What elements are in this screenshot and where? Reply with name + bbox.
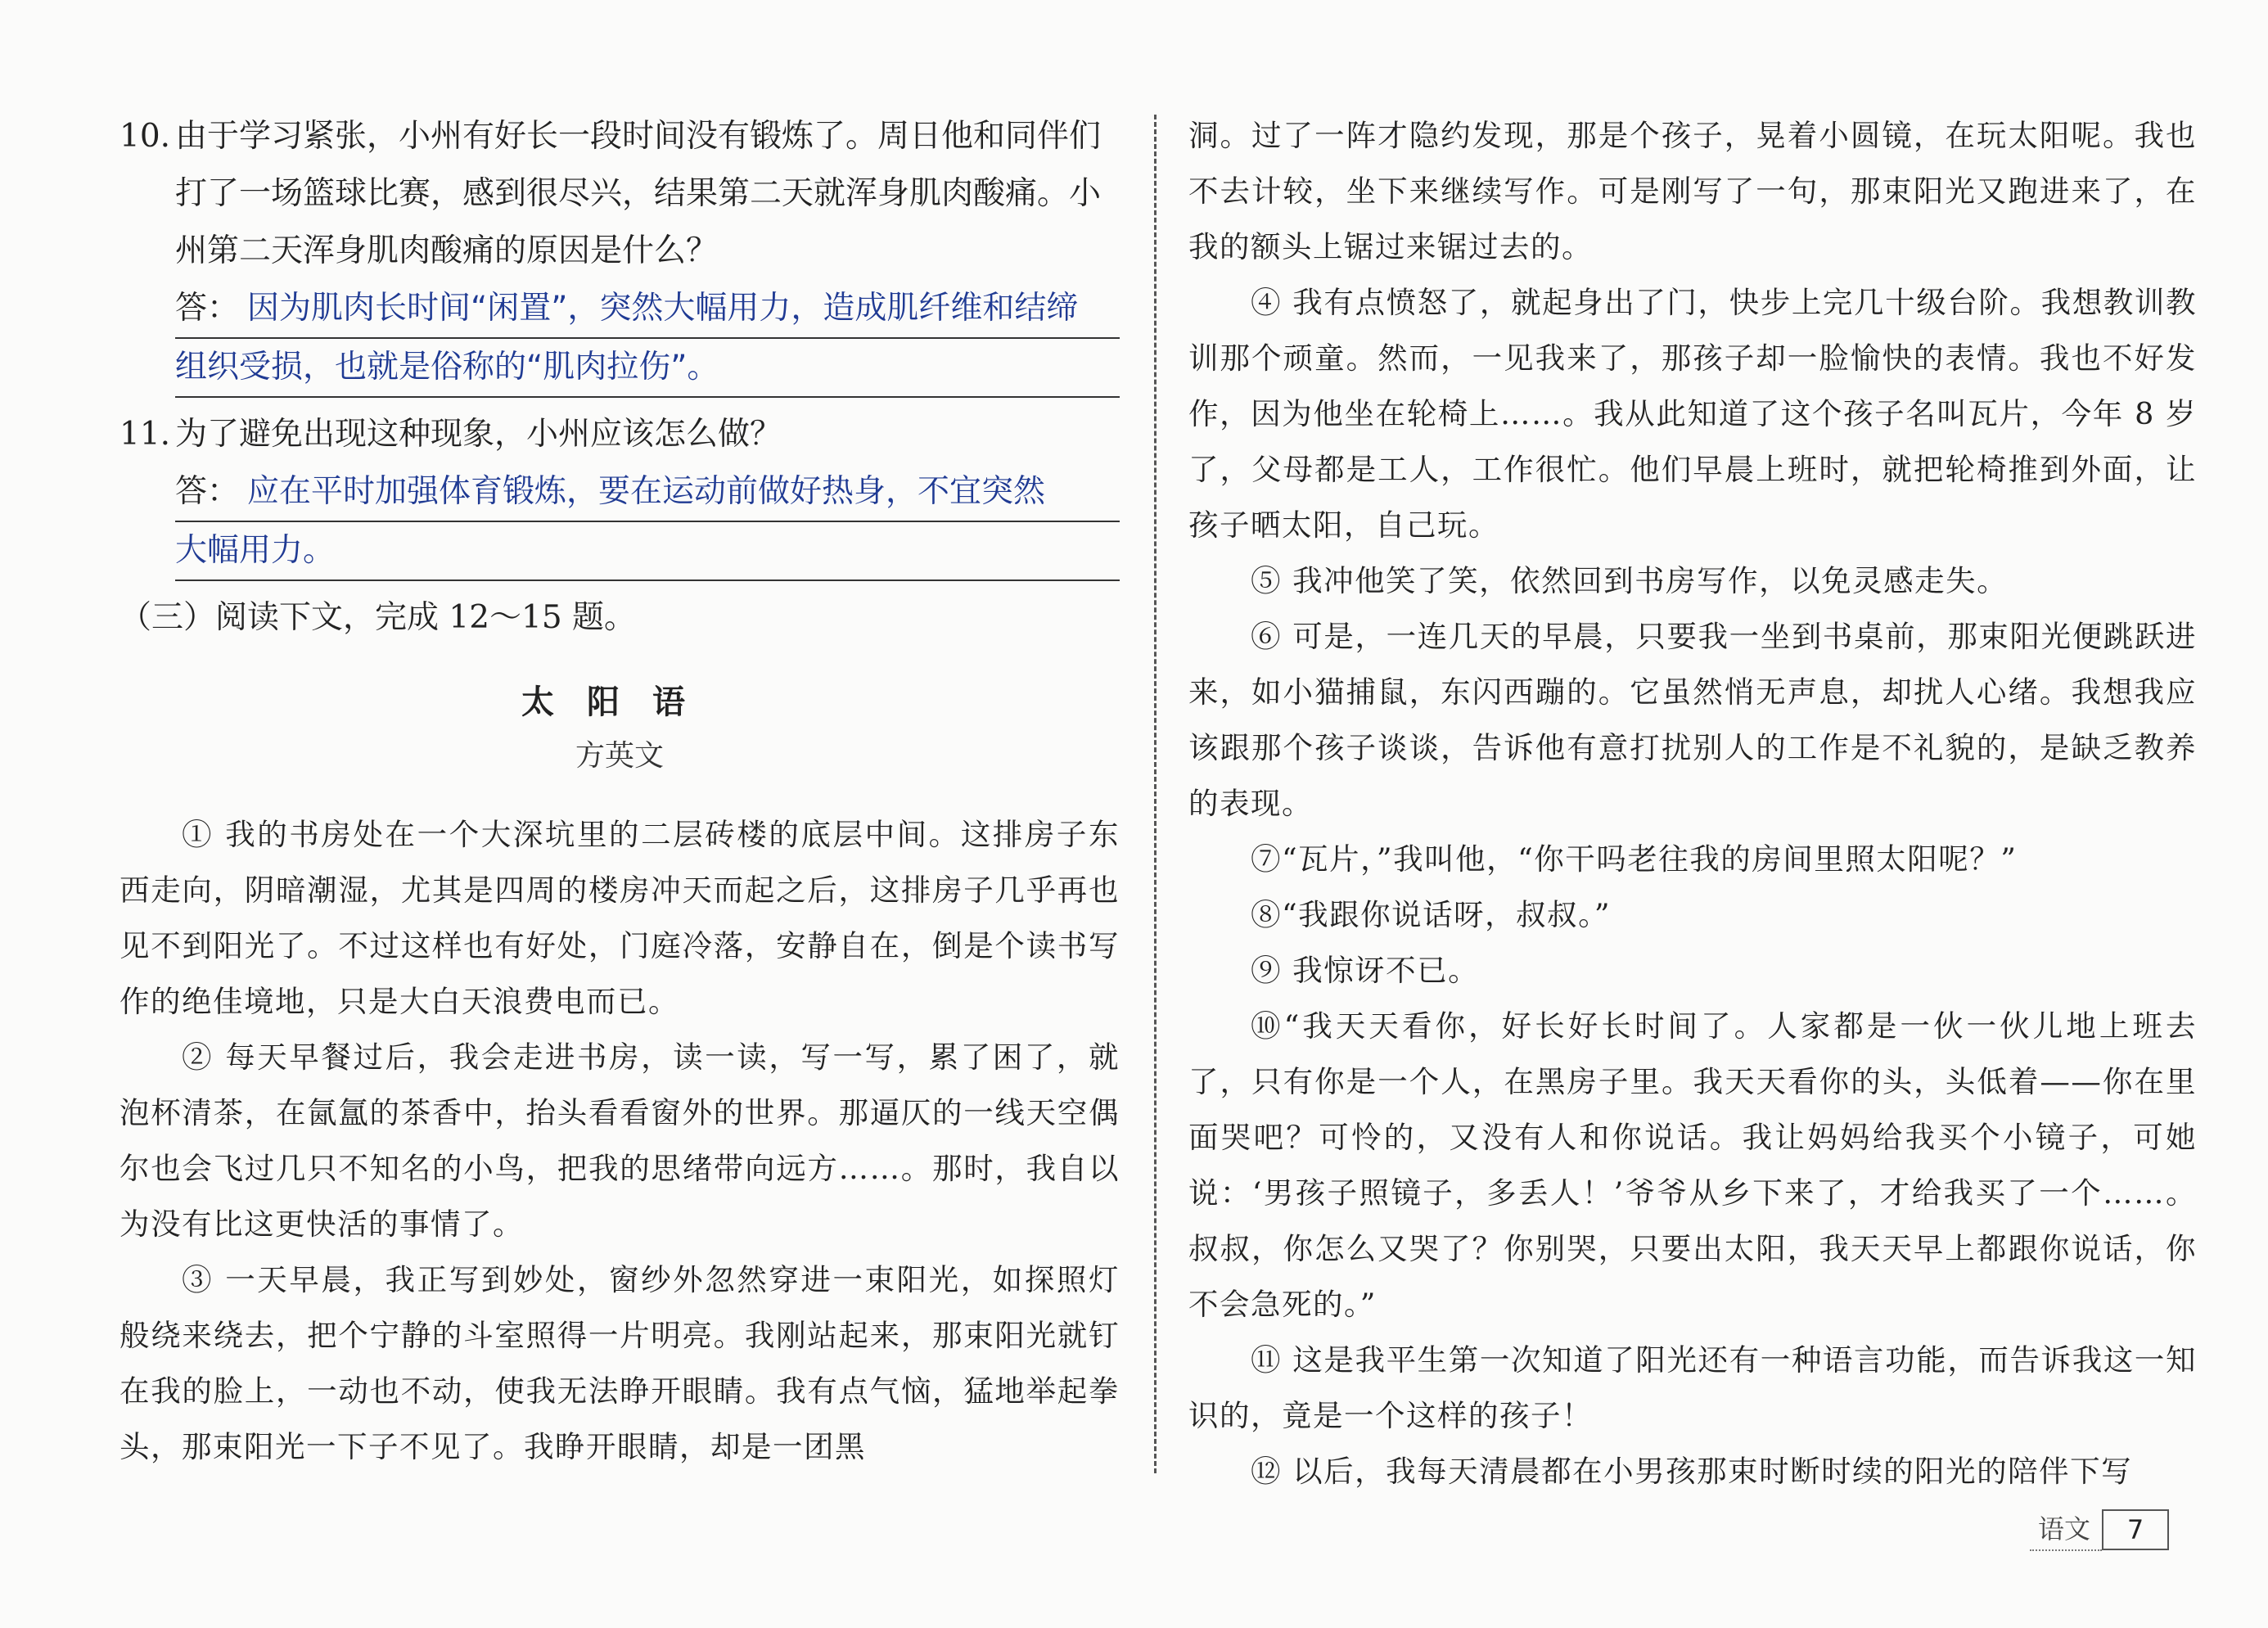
article-paragraph: ③ 一天早晨，我正写到妙处，窗纱外忽然穿进一束阳光，如探照灯般绕来绕去，把个宁静的斗室照得一片明亮。我刚站起来，那束阳光就钉在我的脸上，一动也不动，使我无法睁开眼睛。我有点气恼，猛地举起拳头，那束阳光一下子不见了。我睁开眼睛，却是一团黑 [119, 1262, 1120, 1464]
page-number: 7 [2102, 1509, 2169, 1550]
article-paragraph: ⑩“我天天看你，好长好长时间了。人家都是一伙一伙儿地上班去了，只有你是一个人，在黑房子里。我天天看你的头，头低着——你在里面哭吧？可怜的，又没有人和你说话。我让妈妈给我买个小镜子，可她说：‘男孩子照镜子，多丢人！’爷爷从乡下来了，才给我买了一个……。叔叔，你怎么又哭了？你别哭，只要出太阳，我天天早上都跟你说话，你不会急死的。” [1188, 1008, 2197, 1322]
question-11 [119, 406, 1120, 463]
question-text: 为了避免出现这种现象，小州应该怎么做？ [175, 416, 782, 453]
article-paragraph: ⑪ 这是我平生第一次知道了阳光还有一种语言功能，而告诉我这一知识的，竟是一个这样的孩子！ [1188, 1342, 2197, 1433]
article-paragraph: ④ 我有点愤怒了，就起身出了门，快步上完几十级台阶。我想教训教训那个顽童。然而，一见我来了，那孩子却一脸愉快的表情。我也不好发作，因为他坐在轮椅上……。我从此知道了这个孩子名叫瓦片，今年 8 岁了，父母都是工人，工作很忙。他们早晨上班时，就把轮椅推到外面，让孩子晒太阳，自己玩。 [1188, 285, 2197, 543]
answer-line: 大幅用力。 [175, 522, 1120, 581]
article-paragraph-continued: 洞。过了一阵才隐约发现，那是个孩子，晃着小圆镜，在玩太阳呢。我也不去计较，坐下来继续写作。可是刚写了一句，那束阳光又跑进来了，在我的额头上锯过来锯过去的。 [1188, 118, 2197, 264]
answer-line [175, 463, 1120, 522]
left-column [119, 108, 1120, 1475]
answer-text: 应在平时加强体育锻炼，要在运动前做好热身，不宜突然 [247, 473, 1046, 510]
question-number: 11. [119, 416, 171, 453]
article-paragraph: ② 每天早餐过后，我会走进书房，读一读，写一写，累了困了，就泡杯清茶，在氤氲的茶香中，抬头看看窗外的世界。那逼仄的一线天空偶尔也会飞过几只不知名的小鸟，把我的思绪带向远方……。那时，我自以为没有比这更快活的事情了。 [119, 1039, 1120, 1242]
answer-line: 组织受损，也就是俗称的“肌肉拉伤”。 [175, 339, 1120, 398]
page-footer [2030, 1508, 2169, 1551]
article-paragraph: ⑥ 可是，一连几天的早晨，只要我一坐到书桌前，那束阳光便跳跃进来，如小猫捕鼠，东闪西蹦的。它虽然悄无声息，却扰人心绪。我想我应该跟那个孩子谈谈，告诉他有意打扰别人的工作是不礼貌的，是缺乏教养的表现。 [1188, 619, 2197, 821]
article-author: 方英文 [575, 739, 664, 773]
answer-label: 答： [175, 473, 240, 510]
article-title: 太阳语 [521, 683, 718, 721]
question-number: 10. [119, 118, 171, 155]
right-column [1188, 108, 2197, 1499]
article-paragraph: ① 我的书房处在一个大深坑里的二层砖楼的底层中间。这排房子东西走向，阴暗潮湿，尤其是四周的楼房冲天而起之后，这排房子几乎再也见不到阳光了。不过这样也有好处，门庭冷落，安静自在，倒是个读书写作的绝佳境地，只是大白天浪费电而已。 [119, 817, 1120, 1019]
question-text: 由于学习紧张，小州有好长一段时间没有锻炼了。周日他和同伴们打了一场篮球比赛，感到很尽兴，结果第二天就浑身肌肉酸痛。小州第二天浑身肌肉酸痛的原因是什么？ [175, 118, 1102, 269]
footer-subject: 语文 [2030, 1508, 2102, 1551]
article-paragraph: ⑫ 以后，我每天清晨都在小男孩那束时断时续的阳光的陪伴下写 [1251, 1454, 2133, 1489]
article-paragraph: ⑦“瓦片，”我叫他，“你干吗老往我的房间里照太阳呢？” [1251, 841, 2018, 877]
section-heading: （三）阅读下文，完成 12～15 题。 [119, 599, 637, 636]
question-10 [119, 108, 1120, 280]
answer-11 [119, 463, 1120, 581]
article-paragraph: ⑤ 我冲他笑了笑，依然回到书房写作，以免灵感走失。 [1251, 563, 2009, 598]
article-paragraph: ⑨ 我惊讶不已。 [1251, 953, 1480, 988]
answer-10 [119, 280, 1120, 398]
answer-label: 答： [175, 290, 240, 327]
article-paragraph: ⑧“我跟你说话呀，叔叔。” [1251, 897, 1612, 932]
answer-text: 因为肌肉长时间“闲置”，突然大幅用力，造成肌纤维和结缔 [247, 290, 1079, 327]
column-divider [1154, 115, 1157, 1473]
answer-line [175, 280, 1120, 339]
